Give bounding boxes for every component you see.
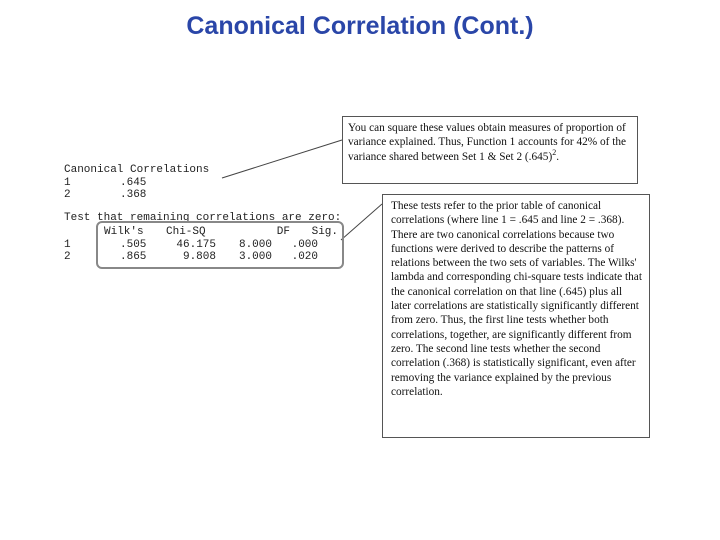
variance-explanation-note	[342, 116, 638, 184]
col-sig: Sig.	[311, 226, 338, 238]
row-number: 1	[64, 238, 71, 251]
row-number: 1	[64, 176, 71, 189]
canonical-header: Canonical Correlations	[64, 164, 210, 176]
col-wilks: Wilk's	[104, 226, 144, 238]
row-number: 2	[64, 189, 71, 201]
test-header: Test that remaining correlations are zero:	[64, 212, 342, 224]
canonical-row	[64, 177, 209, 190]
note1-superscript: 2	[552, 147, 557, 157]
test-row	[64, 251, 338, 264]
row-sig: .000	[291, 238, 318, 251]
slide-title: Canonical Correlation (Cont.)	[186, 12, 534, 40]
col-df: DF	[276, 226, 290, 238]
wilks-test-table	[64, 226, 338, 264]
note1-end: .	[556, 150, 560, 163]
row-number: 2	[64, 251, 71, 263]
test-row	[64, 239, 338, 252]
row-df: 3.000	[238, 251, 272, 263]
test-columns-row	[64, 226, 338, 239]
row-df: 8.000	[238, 238, 272, 251]
connector-line-2	[341, 204, 382, 240]
wilks-test-explanation-note	[382, 194, 650, 438]
row-wilks: .505	[120, 238, 147, 251]
row-chisq: 9.808	[182, 251, 216, 263]
row-value: .368	[120, 189, 147, 201]
row-sig: .020	[291, 251, 318, 263]
row-wilks: .865	[120, 251, 147, 263]
connector-line-1	[222, 140, 342, 178]
canonical-row	[64, 189, 209, 202]
col-chisq: Chi-SQ	[166, 226, 206, 238]
note2-text: These tests refer to the prior table of canonical correlations (where line 1 = .645 and line 2 = .368). There are two canonical correlations because two functions were derived to describe the patterns of relations between the two sets of variables. The Wilks' lambda and corresponding chi-square tests indicate that the canonical correlation on that line (.645) plus all later correlations are statistically significantly different from zero. Thus, the first line tests whether both correlations, together, are significantly different from zero. The second line tests whether the second correlation (.368) is statistically significant, even after removing the variance explained by the previous correlation.	[391, 200, 642, 398]
note1-text: You can square these values obtain measures of proportion of variance explained. Thus, Function 1 accounts for 42% of the variance shared between Set 1 & Set 2 (.645)	[348, 122, 627, 163]
row-value: .645	[120, 176, 147, 189]
row-chisq: 46.175	[176, 238, 216, 251]
canonical-correlations-output	[64, 164, 209, 202]
